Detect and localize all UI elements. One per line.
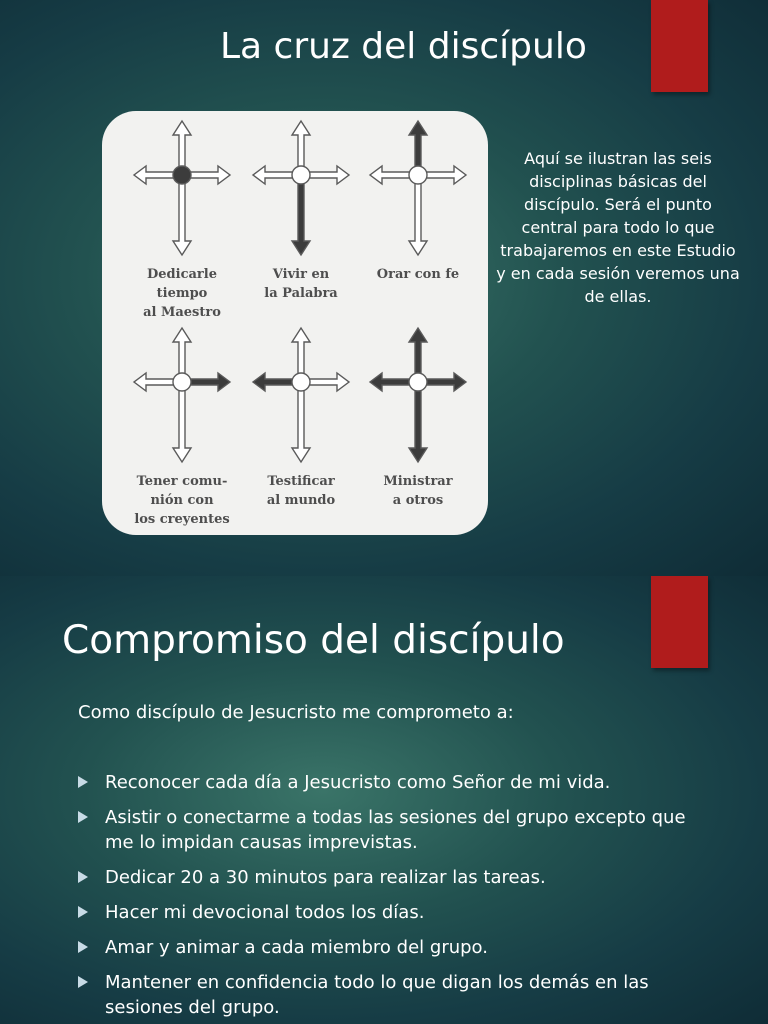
cross-arm-up bbox=[173, 328, 191, 376]
cross-dedicar-tiempo bbox=[130, 117, 234, 320]
cross-label: Orar con fe bbox=[376, 267, 460, 282]
commitment-list bbox=[78, 770, 718, 1024]
cross-arm-left bbox=[253, 166, 295, 184]
cross-center-circle bbox=[173, 166, 191, 184]
intro-text: Como discípulo de Jesucristo me comprometo a: bbox=[78, 702, 514, 723]
cross-center-circle bbox=[292, 166, 310, 184]
cross-comunion-icon bbox=[130, 324, 234, 464]
list-item bbox=[78, 805, 718, 855]
list-item-text: Amar y animar a cada miembro del grupo. bbox=[105, 937, 488, 958]
red-accent-bar bbox=[651, 0, 708, 92]
triangle-bullet-icon bbox=[78, 776, 88, 788]
cross-label: Testificar al mundo bbox=[266, 474, 336, 508]
cross-dedicar-icon bbox=[130, 117, 234, 257]
cross-testificar bbox=[249, 324, 353, 508]
cross-arm-right bbox=[188, 373, 230, 391]
triangle-bullet-icon bbox=[78, 941, 88, 953]
list-item bbox=[78, 770, 718, 795]
cross-label: Ministrar a otros bbox=[383, 474, 453, 508]
crosses-illustration-card bbox=[102, 111, 488, 535]
cross-arm-up bbox=[409, 121, 427, 169]
cross-arm-left bbox=[134, 166, 176, 184]
list-item-text: Hacer mi devocional todos los días. bbox=[105, 902, 425, 923]
cross-label: Vivir en la Palabra bbox=[264, 267, 338, 301]
cross-arm-right bbox=[307, 373, 349, 391]
triangle-bullet-icon bbox=[78, 811, 88, 823]
cross-orar-fe bbox=[366, 117, 470, 282]
slide-title: Compromiso del discípulo bbox=[62, 618, 565, 663]
list-item bbox=[78, 865, 718, 890]
cross-center-circle bbox=[409, 166, 427, 184]
cross-arm-right bbox=[424, 166, 466, 184]
cross-arm-down bbox=[409, 181, 427, 255]
triangle-bullet-icon bbox=[78, 906, 88, 918]
list-item bbox=[78, 970, 718, 1020]
list-item bbox=[78, 900, 718, 925]
cross-arm-up bbox=[292, 121, 310, 169]
cross-vivir-icon bbox=[249, 117, 353, 257]
cross-orar-icon bbox=[366, 117, 470, 257]
cross-arm-up bbox=[292, 328, 310, 376]
cross-arm-right bbox=[424, 373, 466, 391]
cross-tener-comunion bbox=[130, 324, 234, 527]
cross-arm-down bbox=[173, 388, 191, 462]
cross-arm-right bbox=[307, 166, 349, 184]
list-item-text: Reconocer cada día a Jesucristo como Señor de mi vida. bbox=[105, 772, 611, 793]
cross-arm-left bbox=[370, 166, 412, 184]
cross-label: Tener comu- nión con los creyentes bbox=[134, 474, 230, 527]
cross-arm-left bbox=[370, 373, 412, 391]
list-item-text: Mantener en confidencia todo lo que digan los demás en las sesiones del grupo. bbox=[105, 972, 649, 1018]
cross-center-circle bbox=[292, 373, 310, 391]
cross-label: Dedicarle tiempo al Maestro bbox=[143, 267, 221, 320]
cross-center-circle bbox=[409, 373, 427, 391]
list-item-text: Asistir o conectarme a todas las sesiones del grupo excepto que me lo impidan causas imprevistas. bbox=[105, 807, 686, 853]
cross-arm-up bbox=[173, 121, 191, 169]
cross-vivir-palabra bbox=[249, 117, 353, 301]
slide-title: La cruz del discípulo bbox=[220, 26, 587, 67]
cross-arm-left bbox=[253, 373, 295, 391]
cross-testificar-icon bbox=[249, 324, 353, 464]
cross-ministrar-icon bbox=[366, 324, 470, 464]
triangle-bullet-icon bbox=[78, 976, 88, 988]
red-accent-bar bbox=[651, 576, 708, 668]
cross-arm-down bbox=[409, 388, 427, 462]
side-description: Aquí se ilustran las seis disciplinas básicas del discípulo. Será el punto central para todo lo que trabajaremos en este Estudio y en cada sesión veremos una de ellas. bbox=[496, 149, 740, 306]
slide-compromiso-del-discipulo bbox=[0, 576, 768, 1024]
cross-ministrar bbox=[366, 324, 470, 508]
cross-arm-down bbox=[292, 181, 310, 255]
cross-arm-up bbox=[409, 328, 427, 376]
cross-arm-left bbox=[134, 373, 176, 391]
cross-arm-down bbox=[292, 388, 310, 462]
triangle-bullet-icon bbox=[78, 871, 88, 883]
cross-arm-right bbox=[188, 166, 230, 184]
list-item-text: Dedicar 20 a 30 minutos para realizar las tareas. bbox=[105, 867, 546, 888]
cross-center-circle bbox=[173, 373, 191, 391]
cross-arm-down bbox=[173, 181, 191, 255]
list-item bbox=[78, 935, 718, 960]
